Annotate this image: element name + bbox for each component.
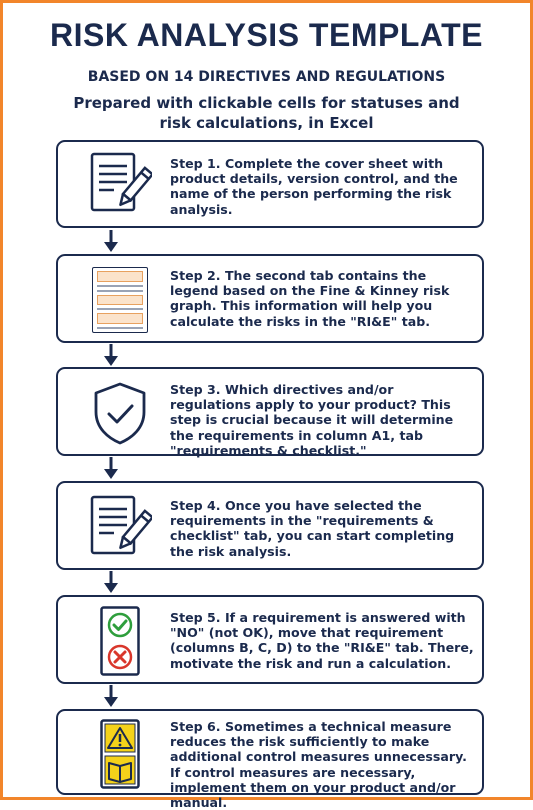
- step-4-text: Step 4. Once you have selected the requirements in the "requirements & checklist" tab, you can start completing the risk analysis.: [170, 498, 455, 559]
- arrow-down-icon: [104, 344, 118, 368]
- step-2-text: Step 2. The second tab contains the legend based on the Fine & Kinney risk graph. This information will help you calculate the risks in the "RI&E" tab.: [170, 268, 450, 329]
- step-3-text: Step 3. Which directives and/or regulations apply to your product? This step is crucial because it will determine the requirements in column A1, tab "requirements & checklist.": [170, 382, 454, 458]
- arrow-down-icon: [104, 457, 118, 481]
- step-5-text: Step 5. If a requirement is answered with "NO" (not OK), move that requirement (columns B, C, D) to the "RI&E" tab. There, motivate the risk and run a calculation.: [170, 610, 474, 671]
- page-subtitle: BASED ON 14 DIRECTIVES AND REGULATIONS: [87, 69, 446, 85]
- document-pen-icon: [78, 491, 162, 563]
- step-card-1: [56, 140, 484, 228]
- shield-check-icon: [78, 377, 162, 449]
- step-card-3: [56, 367, 484, 456]
- step-card-4: [56, 481, 484, 570]
- step-card-6: [56, 709, 484, 810]
- check-cross-icon: [78, 605, 162, 677]
- arrow-down-icon: [104, 230, 118, 254]
- step-card-5: [56, 595, 484, 684]
- spreadsheet-legend-icon: [78, 264, 162, 336]
- page-tagline: Prepared with clickable cells for statuses and risk calculations, in Excel: [73, 94, 460, 132]
- step-1-text: Step 1. Complete the cover sheet with product details, version control, and the name of the person performing the risk analysis.: [170, 156, 458, 217]
- arrow-down-icon: [104, 571, 118, 595]
- warning-manual-icon: [78, 718, 162, 790]
- page-title: RISK ANALYSIS TEMPLATE: [50, 17, 483, 53]
- document-pen-icon: [78, 148, 162, 220]
- arrow-down-icon: [104, 685, 118, 709]
- step-card-2: [56, 254, 484, 343]
- step-6-text: Step 6. Sometimes a technical measure reduces the risk sufficiently to make additional control measures unnecessary. If control measures are necessary, implement them on your product and/or manual.: [170, 719, 467, 810]
